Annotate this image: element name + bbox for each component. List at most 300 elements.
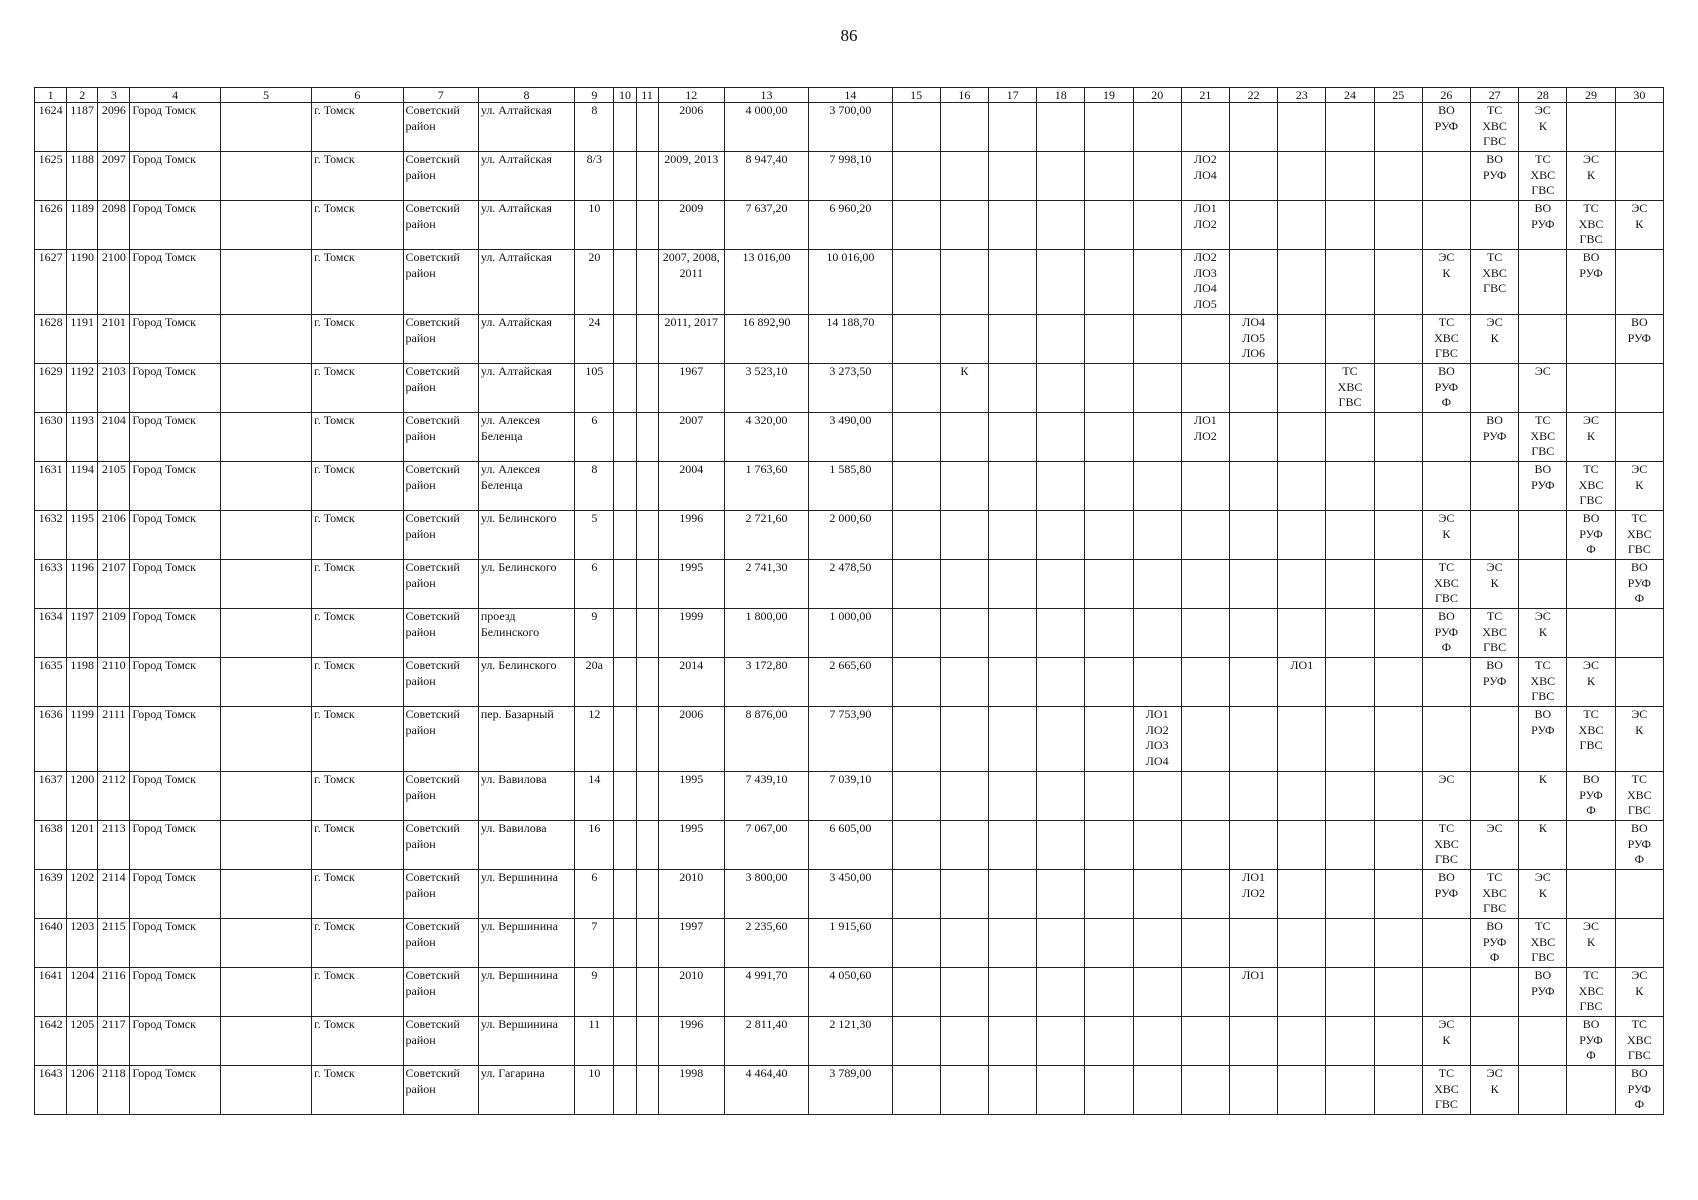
cell-col-17 <box>988 870 1036 919</box>
cell-text: ТС ХВС ГВС <box>1434 315 1459 360</box>
cell-col-15 <box>892 511 940 560</box>
cell-col-14: 3 273,50 <box>809 364 892 413</box>
cell-col-20 <box>1133 511 1181 560</box>
cell-col-9: 20 <box>575 250 614 315</box>
column-header-24: 24 <box>1326 88 1374 103</box>
cell-col-23 <box>1278 250 1326 315</box>
cell-col-7: Советский район <box>403 658 478 707</box>
cell-col-29 <box>1567 821 1615 870</box>
cell-col-12: 1997 <box>658 919 724 968</box>
cell-text: К <box>1538 821 1547 835</box>
cell-col-28 <box>1519 250 1567 315</box>
cell-col-11 <box>636 1066 658 1115</box>
cell-text: ЛО1 ЛО2 <box>1193 201 1217 231</box>
cell-col-10 <box>614 201 636 250</box>
cell-text: ЛО1 <box>1242 968 1265 982</box>
cell-text: ВО РУФ <box>1434 103 1459 133</box>
cell-col-25 <box>1374 968 1422 1017</box>
cell-col-15 <box>892 772 940 821</box>
cell-col-27 <box>1471 250 1519 315</box>
column-header-11: 11 <box>636 88 658 103</box>
cell-col-7: Советский район <box>403 1017 478 1066</box>
cell-col-16 <box>940 103 988 152</box>
cell-col-5 <box>220 152 311 201</box>
cell-col-17 <box>988 1017 1036 1066</box>
cell-text: ВО РУФ <box>1482 658 1507 688</box>
cell-text: ЭС К <box>1534 103 1551 133</box>
cell-col-20 <box>1133 152 1181 201</box>
cell-col-25 <box>1374 821 1422 870</box>
column-header-29: 29 <box>1567 88 1615 103</box>
cell-col-29 <box>1567 103 1615 152</box>
cell-text: ЛО2 ЛО3 ЛО4 ЛО5 <box>1193 250 1217 311</box>
cell-col-3: 2116 <box>98 968 130 1017</box>
cell-col-15 <box>892 1017 940 1066</box>
cell-text: ЭС К <box>1534 870 1551 900</box>
cell-col-14: 2 478,50 <box>809 560 892 609</box>
cell-col-9: 10 <box>575 201 614 250</box>
cell-col-7: Советский район <box>403 364 478 413</box>
cell-col-5 <box>220 560 311 609</box>
cell-col-15 <box>892 658 940 707</box>
cell-col-30 <box>1615 462 1663 511</box>
cell-col-22 <box>1230 250 1278 315</box>
cell-col-17 <box>988 201 1036 250</box>
column-header-7: 7 <box>403 88 478 103</box>
cell-col-15 <box>892 462 940 511</box>
cell-text: ВО РУФ <box>1482 152 1507 182</box>
cell-col-14: 3 700,00 <box>809 103 892 152</box>
cell-col-29 <box>1567 609 1615 658</box>
cell-col-10 <box>614 152 636 201</box>
cell-col-17 <box>988 1066 1036 1115</box>
cell-col-28 <box>1519 821 1567 870</box>
cell-text: ТС ХВС ГВС <box>1626 511 1652 556</box>
cell-col-20 <box>1133 413 1181 462</box>
cell-col-25 <box>1374 560 1422 609</box>
cell-col-18 <box>1037 560 1085 609</box>
cell-col-10 <box>614 1066 636 1115</box>
cell-col-21 <box>1181 413 1229 462</box>
cell-col-16 <box>940 968 988 1017</box>
cell-col-20 <box>1133 201 1181 250</box>
cell-text: ВО РУФ Ф <box>1434 364 1459 409</box>
cell-col-20 <box>1133 364 1181 413</box>
cell-col-9: 8 <box>575 103 614 152</box>
cell-col-17 <box>988 250 1036 315</box>
cell-col-6: г. Томск <box>312 1066 403 1115</box>
cell-text: ВО РУФ Ф <box>1579 772 1603 817</box>
cell-col-27 <box>1471 364 1519 413</box>
cell-col-6: г. Томск <box>312 364 403 413</box>
cell-col-9: 20а <box>575 658 614 707</box>
cell-col-18 <box>1037 103 1085 152</box>
cell-col-2: 1203 <box>67 919 98 968</box>
cell-col-6: г. Томск <box>312 1017 403 1066</box>
cell-col-9: 14 <box>575 772 614 821</box>
cell-col-21 <box>1181 152 1229 201</box>
cell-text: ЭС К <box>1583 919 1599 949</box>
table-row <box>35 413 1664 462</box>
cell-col-5 <box>220 201 311 250</box>
cell-text: ЭС К <box>1486 560 1503 590</box>
cell-col-29 <box>1567 250 1615 315</box>
cell-col-3: 2105 <box>98 462 130 511</box>
cell-col-26 <box>1422 658 1470 707</box>
cell-col-30 <box>1615 821 1663 870</box>
cell-col-19 <box>1085 870 1133 919</box>
cell-text: ТС ХВС ГВС <box>1530 919 1556 964</box>
cell-col-4: Город Томск <box>130 821 220 870</box>
table-row <box>35 364 1664 413</box>
cell-col-5 <box>220 1066 311 1115</box>
cell-col-11 <box>636 413 658 462</box>
housing-register-table <box>34 87 1664 1115</box>
table-row <box>35 1066 1664 1115</box>
cell-text: К <box>960 364 969 378</box>
cell-col-7: Советский район <box>403 919 478 968</box>
cell-col-4: Город Томск <box>130 462 220 511</box>
cell-col-19 <box>1085 560 1133 609</box>
cell-col-13: 13 016,00 <box>724 250 808 315</box>
cell-col-11 <box>636 511 658 560</box>
cell-col-15 <box>892 919 940 968</box>
cell-col-5 <box>220 609 311 658</box>
cell-col-4: Город Томск <box>130 413 220 462</box>
cell-text: ЭС К <box>1583 658 1599 688</box>
cell-col-30 <box>1615 511 1663 560</box>
cell-col-18 <box>1037 772 1085 821</box>
cell-col-24 <box>1326 772 1374 821</box>
cell-col-17 <box>988 919 1036 968</box>
cell-col-26 <box>1422 413 1470 462</box>
cell-col-28 <box>1519 772 1567 821</box>
cell-col-20 <box>1133 560 1181 609</box>
cell-col-28 <box>1519 560 1567 609</box>
cell-text: ТС ХВС ГВС <box>1578 707 1604 752</box>
cell-col-16 <box>940 250 988 315</box>
cell-col-21 <box>1181 250 1229 315</box>
cell-col-16 <box>940 201 988 250</box>
cell-col-23 <box>1278 1066 1326 1115</box>
cell-col-24 <box>1326 870 1374 919</box>
cell-col-9: 24 <box>575 315 614 364</box>
cell-col-16 <box>940 152 988 201</box>
cell-col-23 <box>1278 658 1326 707</box>
table-row <box>35 968 1664 1017</box>
cell-col-24 <box>1326 462 1374 511</box>
cell-col-8: пер. Базарный <box>478 707 574 772</box>
cell-col-16 <box>940 364 988 413</box>
cell-text: ЭС К <box>1631 462 1648 492</box>
table-row <box>35 870 1664 919</box>
cell-col-7: Советский район <box>403 413 478 462</box>
table-row <box>35 707 1664 772</box>
cell-col-14: 3 789,00 <box>809 1066 892 1115</box>
cell-col-22 <box>1230 315 1278 364</box>
cell-col-3: 2104 <box>98 413 130 462</box>
cell-col-8: ул. Алтайская <box>478 315 574 364</box>
cell-col-2: 1191 <box>67 315 98 364</box>
cell-text: ТС ХВС ГВС <box>1482 609 1507 654</box>
cell-text: ЛО1 <box>1290 658 1314 672</box>
cell-col-1: 1642 <box>35 1017 67 1066</box>
cell-col-5 <box>220 462 311 511</box>
cell-col-3: 2113 <box>98 821 130 870</box>
cell-col-26 <box>1422 560 1470 609</box>
cell-col-27 <box>1471 772 1519 821</box>
cell-col-8: ул. Белинского <box>478 658 574 707</box>
cell-col-18 <box>1037 968 1085 1017</box>
cell-col-22 <box>1230 707 1278 772</box>
cell-col-14: 10 016,00 <box>809 250 892 315</box>
cell-col-10 <box>614 413 636 462</box>
cell-text: ВО РУФ <box>1531 201 1555 231</box>
cell-col-17 <box>988 462 1036 511</box>
cell-col-3: 2114 <box>98 870 130 919</box>
cell-col-30 <box>1615 919 1663 968</box>
cell-col-15 <box>892 315 940 364</box>
cell-col-29 <box>1567 201 1615 250</box>
cell-col-30 <box>1615 609 1663 658</box>
cell-col-10 <box>614 821 636 870</box>
cell-col-19 <box>1085 413 1133 462</box>
cell-col-15 <box>892 560 940 609</box>
cell-col-27 <box>1471 968 1519 1017</box>
cell-col-6: г. Томск <box>312 707 403 772</box>
cell-col-2: 1196 <box>67 560 98 609</box>
cell-col-21 <box>1181 560 1229 609</box>
cell-col-14: 6 960,20 <box>809 201 892 250</box>
cell-col-23 <box>1278 315 1326 364</box>
cell-col-15 <box>892 821 940 870</box>
cell-col-4: Город Томск <box>130 609 220 658</box>
cell-col-3: 2109 <box>98 609 130 658</box>
cell-col-27 <box>1471 315 1519 364</box>
cell-col-12: 2004 <box>658 462 724 511</box>
cell-col-24 <box>1326 658 1374 707</box>
cell-col-24 <box>1326 250 1374 315</box>
cell-col-13: 4 320,00 <box>724 413 808 462</box>
cell-col-12: 1995 <box>658 560 724 609</box>
cell-col-18 <box>1037 413 1085 462</box>
cell-col-23 <box>1278 462 1326 511</box>
cell-col-11 <box>636 968 658 1017</box>
cell-col-23 <box>1278 919 1326 968</box>
cell-col-25 <box>1374 413 1422 462</box>
cell-col-18 <box>1037 919 1085 968</box>
cell-col-19 <box>1085 1066 1133 1115</box>
cell-col-8: ул. Вершинина <box>478 919 574 968</box>
cell-col-8: ул. Вершинина <box>478 1017 574 1066</box>
cell-col-14: 14 188,70 <box>809 315 892 364</box>
cell-col-29 <box>1567 560 1615 609</box>
cell-col-2: 1197 <box>67 609 98 658</box>
cell-col-21 <box>1181 870 1229 919</box>
cell-col-8: ул. Белинского <box>478 560 574 609</box>
cell-col-10 <box>614 364 636 413</box>
cell-col-2: 1206 <box>67 1066 98 1115</box>
cell-col-30 <box>1615 1017 1663 1066</box>
column-header-30: 30 <box>1615 88 1663 103</box>
page-number: 86 <box>840 26 858 45</box>
cell-col-24 <box>1326 707 1374 772</box>
cell-col-2: 1204 <box>67 968 98 1017</box>
cell-col-28 <box>1519 364 1567 413</box>
cell-col-25 <box>1374 103 1422 152</box>
cell-col-27 <box>1471 103 1519 152</box>
cell-col-28 <box>1519 1066 1567 1115</box>
cell-text: ТС ХВС ГВС <box>1530 152 1556 197</box>
cell-col-30 <box>1615 315 1663 364</box>
cell-col-11 <box>636 609 658 658</box>
table-row <box>35 560 1664 609</box>
cell-col-17 <box>988 609 1036 658</box>
cell-col-1: 1637 <box>35 772 67 821</box>
cell-col-13: 1 800,00 <box>724 609 808 658</box>
cell-col-17 <box>988 103 1036 152</box>
cell-text: ВО РУФ Ф <box>1579 511 1603 556</box>
cell-col-28 <box>1519 870 1567 919</box>
cell-col-1: 1626 <box>35 201 67 250</box>
cell-col-6: г. Томск <box>312 560 403 609</box>
cell-col-17 <box>988 772 1036 821</box>
cell-col-6: г. Томск <box>312 772 403 821</box>
cell-text: ВО РУФ Ф <box>1627 560 1652 605</box>
cell-col-4: Город Томск <box>130 560 220 609</box>
table-row <box>35 201 1664 250</box>
cell-col-17 <box>988 511 1036 560</box>
cell-text: ЭС К <box>1486 1066 1503 1096</box>
cell-col-21 <box>1181 364 1229 413</box>
cell-col-27 <box>1471 201 1519 250</box>
cell-text: ТС ХВС ГВС <box>1578 462 1604 507</box>
cell-col-28 <box>1519 462 1567 511</box>
cell-col-27 <box>1471 658 1519 707</box>
cell-col-17 <box>988 413 1036 462</box>
cell-col-21 <box>1181 821 1229 870</box>
cell-col-4: Город Томск <box>130 103 220 152</box>
cell-col-19 <box>1085 364 1133 413</box>
cell-col-13: 3 172,80 <box>724 658 808 707</box>
cell-col-2: 1192 <box>67 364 98 413</box>
cell-col-13: 4 464,40 <box>724 1066 808 1115</box>
cell-col-20 <box>1133 462 1181 511</box>
cell-col-10 <box>614 658 636 707</box>
cell-col-13: 8 947,40 <box>724 152 808 201</box>
cell-col-10 <box>614 968 636 1017</box>
cell-col-22 <box>1230 821 1278 870</box>
cell-col-3: 2097 <box>98 152 130 201</box>
cell-col-10 <box>614 462 636 511</box>
cell-col-4: Город Томск <box>130 870 220 919</box>
cell-col-22 <box>1230 560 1278 609</box>
cell-text: ЭС К <box>1631 201 1648 231</box>
cell-col-23 <box>1278 1017 1326 1066</box>
cell-text: ЭС К <box>1486 315 1503 345</box>
column-header-22: 22 <box>1230 88 1278 103</box>
cell-col-30 <box>1615 658 1663 707</box>
cell-col-25 <box>1374 870 1422 919</box>
cell-col-13: 4 000,00 <box>724 103 808 152</box>
cell-col-9: 10 <box>575 1066 614 1115</box>
cell-col-20 <box>1133 870 1181 919</box>
cell-col-9: 9 <box>575 968 614 1017</box>
cell-col-26 <box>1422 511 1470 560</box>
cell-text: ВО РУФ Ф <box>1434 609 1459 654</box>
cell-col-4: Город Томск <box>130 1017 220 1066</box>
cell-col-11 <box>636 919 658 968</box>
cell-col-25 <box>1374 658 1422 707</box>
cell-col-11 <box>636 707 658 772</box>
cell-col-26 <box>1422 772 1470 821</box>
cell-col-10 <box>614 511 636 560</box>
cell-col-15 <box>892 250 940 315</box>
cell-col-29 <box>1567 1017 1615 1066</box>
cell-text: ЛО1 ЛО2 <box>1242 870 1265 900</box>
cell-col-8: ул. Алтайская <box>478 103 574 152</box>
cell-text: ЭС К <box>1438 1017 1455 1047</box>
cell-col-29 <box>1567 364 1615 413</box>
cell-col-6: г. Томск <box>312 658 403 707</box>
cell-col-30 <box>1615 772 1663 821</box>
cell-col-24 <box>1326 821 1374 870</box>
cell-col-28 <box>1519 609 1567 658</box>
cell-text: ЭС К <box>1631 968 1648 998</box>
table-row <box>35 919 1664 968</box>
cell-col-22 <box>1230 201 1278 250</box>
cell-text: ЛО1 ЛО2 ЛО3 ЛО4 <box>1145 707 1169 768</box>
cell-col-7: Советский район <box>403 870 478 919</box>
cell-text: ТС ХВС ГВС <box>1482 103 1507 148</box>
cell-col-5 <box>220 870 311 919</box>
cell-col-10 <box>614 707 636 772</box>
cell-col-23 <box>1278 364 1326 413</box>
cell-col-15 <box>892 968 940 1017</box>
cell-col-1: 1624 <box>35 103 67 152</box>
cell-text: ВО РУФ Ф <box>1627 1066 1652 1111</box>
cell-col-15 <box>892 1066 940 1115</box>
cell-col-12: 2009 <box>658 201 724 250</box>
cell-col-10 <box>614 250 636 315</box>
cell-col-8: ул. Алтайская <box>478 201 574 250</box>
cell-text: ВО РУФ <box>1579 250 1603 280</box>
cell-text: ТС ХВС ГВС <box>1626 1017 1652 1062</box>
cell-col-24 <box>1326 919 1374 968</box>
cell-col-11 <box>636 364 658 413</box>
cell-text: ЛО2 ЛО4 <box>1193 152 1217 182</box>
cell-col-9: 6 <box>575 413 614 462</box>
cell-col-20 <box>1133 609 1181 658</box>
cell-col-5 <box>220 821 311 870</box>
cell-col-1: 1633 <box>35 560 67 609</box>
cell-col-11 <box>636 821 658 870</box>
cell-text: ТС ХВС ГВС <box>1482 250 1507 295</box>
table-row <box>35 152 1664 201</box>
cell-col-22 <box>1230 152 1278 201</box>
cell-text: ВО РУФ Ф <box>1579 1017 1603 1062</box>
cell-col-4: Город Томск <box>130 968 220 1017</box>
cell-col-2: 1190 <box>67 250 98 315</box>
cell-col-30 <box>1615 1066 1663 1115</box>
cell-col-18 <box>1037 462 1085 511</box>
cell-col-12: 1995 <box>658 821 724 870</box>
cell-col-18 <box>1037 315 1085 364</box>
cell-col-18 <box>1037 152 1085 201</box>
cell-col-26 <box>1422 968 1470 1017</box>
cell-col-10 <box>614 609 636 658</box>
cell-col-30 <box>1615 560 1663 609</box>
